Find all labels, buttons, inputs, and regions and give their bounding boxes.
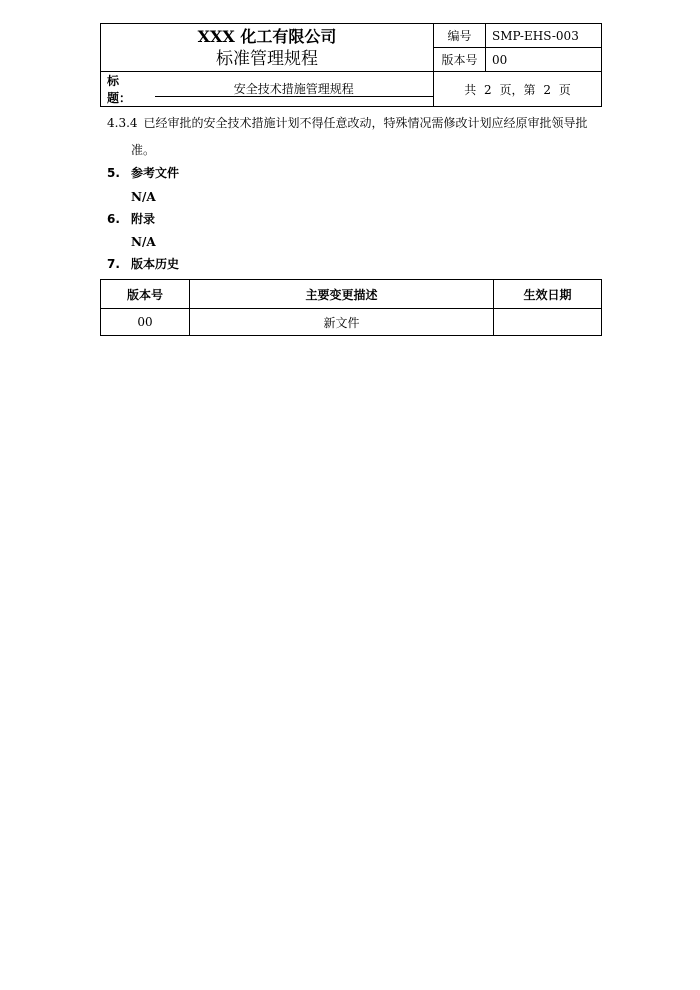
section-content: N/A [131, 190, 156, 204]
version-label: 版本号 [434, 48, 486, 72]
title-label: 标题： [107, 74, 132, 105]
version-value: 00 [486, 48, 602, 72]
section-title: 附录 [131, 212, 156, 226]
title-cell [101, 72, 434, 107]
page-info: 共 2 页，第 2 页 [434, 72, 602, 107]
section-heading [107, 211, 155, 227]
section-title: 版本历史 [131, 257, 180, 271]
section-number: 6. [107, 212, 120, 226]
section-number: 7. [107, 257, 120, 271]
section-heading [107, 165, 179, 181]
table-cell [494, 309, 602, 336]
column-header: 主要变更描述 [190, 280, 494, 309]
column-header: 版本号 [101, 280, 190, 309]
clause-text-continued: 准。 [131, 143, 156, 157]
company-title-cell [101, 24, 434, 72]
company-name: XXX 化工有限公司 [197, 26, 337, 46]
table-row [101, 309, 602, 336]
clause-paragraph [107, 115, 607, 131]
table-cell: 新文件 [190, 309, 494, 336]
section-heading [107, 256, 179, 272]
clause-text: 已经审批的安全技术措施计划不得任意改动，特殊情况需修改计划应经原审批领导批 [143, 116, 588, 130]
code-value: SMP-EHS-003 [486, 24, 602, 48]
document-header-table [100, 23, 602, 107]
table-cell: 00 [101, 309, 190, 336]
version-history-table [100, 279, 602, 336]
column-header: 生效日期 [494, 280, 602, 309]
section-content: N/A [131, 235, 156, 249]
clause-number: 4.3.4 [107, 116, 138, 130]
code-label: 编号 [434, 24, 486, 48]
section-title: 参考文件 [131, 166, 180, 180]
section-number: 5. [107, 166, 120, 180]
document-title: 安全技术措施管理规程 [155, 82, 433, 97]
document-type: 标准管理规程 [216, 48, 318, 69]
table-header-row [101, 280, 602, 309]
